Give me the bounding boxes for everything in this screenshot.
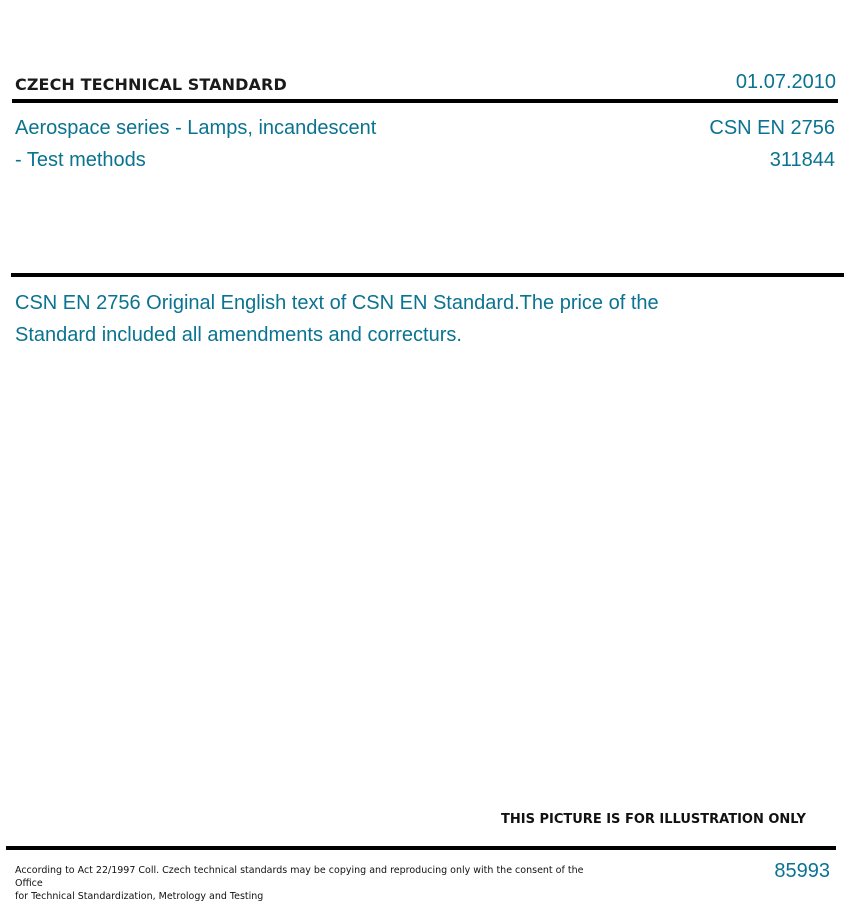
classification-number: 311844 [769,149,835,171]
header-divider [12,99,838,103]
section-divider [11,273,844,277]
legal-notice-line-1: According to Act 22/1997 Coll. Czech technical standards may be copying and reproducing only with the consent of the Office [15,865,584,889]
illustration-notice: THIS PICTURE IS FOR ILLUSTRATION ONLY [501,812,806,827]
publication-date: 01.07.2010 [735,71,836,93]
document-type-title: CZECH TECHNICAL STANDARD [15,75,287,94]
legal-notice-line-2: for Technical Standardization, Metrology and Testing [15,891,264,902]
standard-code: CSN EN 2756 [709,117,835,139]
standard-title-line-1: Aerospace series - Lamps, incandescent [15,117,377,139]
standard-description: CSN EN 2756 Original English text of CSN EN Standard.The price of the Standard included all amendments and correcturs. [15,292,659,346]
legal-notice [15,864,585,903]
footer-divider [6,846,836,850]
standard-title-line-2: - Test methods [15,149,146,171]
catalog-number: 85993 [774,860,830,882]
